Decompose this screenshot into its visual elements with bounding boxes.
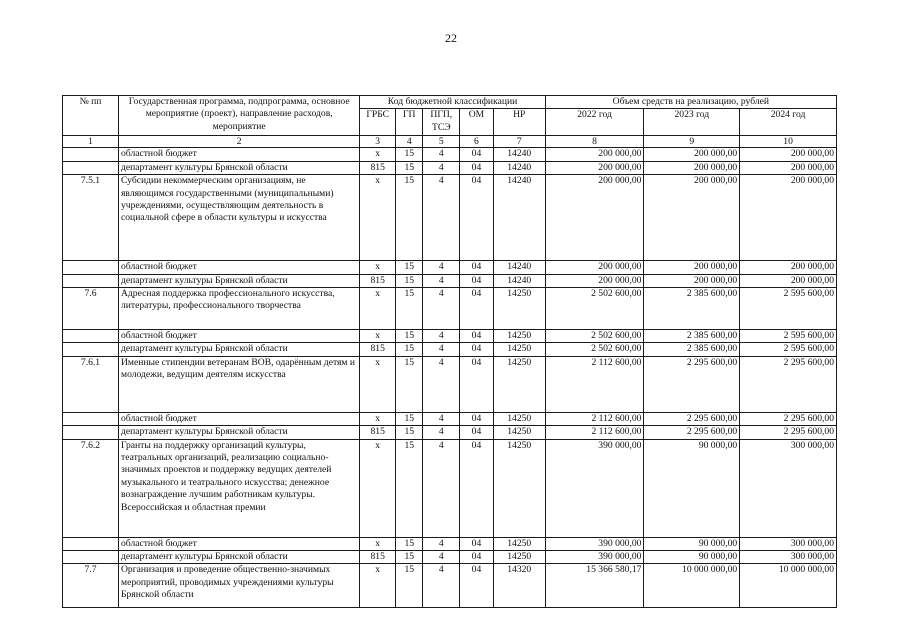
- col-number: 4: [396, 136, 423, 148]
- row-pgp: 4: [423, 161, 460, 174]
- row-value-2024: 2 595 600,00: [740, 343, 837, 356]
- row-value-2022: 2 112 600,00: [545, 412, 644, 425]
- row-value-2022: 390 000,00: [545, 439, 644, 537]
- row-grbs: 815: [360, 343, 396, 356]
- row-nr: 14240: [493, 261, 545, 274]
- row-value-2022: 200 000,00: [545, 274, 644, 287]
- table-row: [63, 330, 837, 343]
- row-om: 04: [460, 564, 494, 608]
- row-value-2022: 2 502 600,00: [545, 343, 644, 356]
- row-description: областной бюджет: [119, 330, 360, 343]
- row-value-2022: 2 502 600,00: [545, 330, 644, 343]
- row-gp: 15: [396, 412, 423, 425]
- row-nr: 14250: [493, 537, 545, 550]
- row-value-2024: 2 595 600,00: [740, 330, 837, 343]
- row-gp: 15: [396, 537, 423, 550]
- col-number: 3: [360, 136, 396, 148]
- row-gp: 15: [396, 330, 423, 343]
- row-description: Адресная поддержка профессионального искусства, литературы, профессионального творчества: [119, 288, 360, 330]
- row-number: 7.6.1: [63, 356, 119, 412]
- table-row: [63, 439, 837, 537]
- row-number: [63, 161, 119, 174]
- row-value-2023: 90 000,00: [644, 551, 740, 564]
- row-description: Гранты на поддержку организаций культуры, театральных организаций, реализацию социально-значимых проектов и поддержку ведущих деятелей музыкального и театрального искусства; денежное вознаграждение лучшим работникам культуры. Всероссийская и областная премии: [119, 439, 360, 537]
- row-number: 7.6.2: [63, 439, 119, 537]
- row-value-2024: 300 000,00: [740, 551, 837, 564]
- row-nr: 14240: [493, 274, 545, 287]
- table-row: [63, 175, 837, 261]
- row-description: областной бюджет: [119, 148, 360, 161]
- row-value-2024: 200 000,00: [740, 175, 837, 261]
- row-value-2024: 200 000,00: [740, 161, 837, 174]
- row-gp: 15: [396, 426, 423, 439]
- row-pgp: 4: [423, 356, 460, 412]
- row-grbs: 815: [360, 161, 396, 174]
- row-value-2022: 200 000,00: [545, 161, 644, 174]
- header-nr: НР: [493, 109, 545, 136]
- row-value-2024: 2 295 600,00: [740, 426, 837, 439]
- row-value-2024: 10 000 000,00: [740, 564, 837, 608]
- header-grbs: ГРБС: [360, 109, 396, 136]
- row-number: [63, 343, 119, 356]
- row-grbs: х: [360, 148, 396, 161]
- table-row: [63, 537, 837, 550]
- row-description: департамент культуры Брянской области: [119, 343, 360, 356]
- row-om: 04: [460, 161, 494, 174]
- row-value-2022: 15 366 580,17: [545, 564, 644, 608]
- row-grbs: 815: [360, 274, 396, 287]
- row-om: 04: [460, 412, 494, 425]
- header-gp: ГП: [396, 109, 423, 136]
- row-gp: 15: [396, 356, 423, 412]
- row-value-2023: 2 295 600,00: [644, 412, 740, 425]
- row-pgp: 4: [423, 175, 460, 261]
- row-gp: 15: [396, 175, 423, 261]
- row-value-2024: 300 000,00: [740, 439, 837, 537]
- row-pgp: 4: [423, 564, 460, 608]
- row-description: областной бюджет: [119, 412, 360, 425]
- row-value-2024: 2 295 600,00: [740, 412, 837, 425]
- row-grbs: 815: [360, 551, 396, 564]
- row-description: департамент культуры Брянской области: [119, 426, 360, 439]
- row-pgp: 4: [423, 551, 460, 564]
- table-row: [63, 426, 837, 439]
- row-grbs: х: [360, 564, 396, 608]
- row-value-2023: 2 385 600,00: [644, 288, 740, 330]
- row-nr: 14250: [493, 330, 545, 343]
- row-grbs: 815: [360, 426, 396, 439]
- header-pgp: ПГП, ТСЭ: [423, 109, 460, 136]
- row-pgp: 4: [423, 261, 460, 274]
- row-value-2022: 200 000,00: [545, 175, 644, 261]
- row-value-2024: 2 595 600,00: [740, 288, 837, 330]
- row-value-2022: 200 000,00: [545, 261, 644, 274]
- row-om: 04: [460, 274, 494, 287]
- row-gp: 15: [396, 261, 423, 274]
- table-row: [63, 261, 837, 274]
- row-grbs: х: [360, 288, 396, 330]
- row-nr: 14240: [493, 161, 545, 174]
- table-row: [63, 161, 837, 174]
- row-om: 04: [460, 261, 494, 274]
- row-grbs: х: [360, 261, 396, 274]
- row-description: департамент культуры Брянской области: [119, 161, 360, 174]
- row-number: [63, 412, 119, 425]
- row-gp: 15: [396, 148, 423, 161]
- row-value-2024: 200 000,00: [740, 274, 837, 287]
- row-value-2023: 2 295 600,00: [644, 356, 740, 412]
- row-value-2023: 2 385 600,00: [644, 343, 740, 356]
- row-number: [63, 330, 119, 343]
- row-pgp: 4: [423, 537, 460, 550]
- row-gp: 15: [396, 288, 423, 330]
- row-number: [63, 148, 119, 161]
- row-nr: 14250: [493, 439, 545, 537]
- row-value-2022: 390 000,00: [545, 551, 644, 564]
- row-nr: 14250: [493, 412, 545, 425]
- row-nr: 14250: [493, 343, 545, 356]
- row-value-2023: 2 295 600,00: [644, 426, 740, 439]
- row-pgp: 4: [423, 343, 460, 356]
- row-om: 04: [460, 148, 494, 161]
- col-number: 10: [740, 136, 837, 148]
- row-gp: 15: [396, 439, 423, 537]
- row-number: [63, 261, 119, 274]
- row-gp: 15: [396, 274, 423, 287]
- row-grbs: х: [360, 439, 396, 537]
- row-pgp: 4: [423, 330, 460, 343]
- header-description: Государственная программа, подпрограмма, основное мероприятие (проект), направление расходов, мероприятие: [119, 96, 360, 136]
- row-grbs: х: [360, 412, 396, 425]
- row-nr: 14320: [493, 564, 545, 608]
- row-grbs: х: [360, 356, 396, 412]
- col-number: 6: [460, 136, 494, 148]
- row-description: департамент культуры Брянской области: [119, 274, 360, 287]
- header-2022: 2022 год: [545, 109, 644, 136]
- row-nr: 14240: [493, 148, 545, 161]
- table-body: [63, 148, 837, 608]
- table-row: [63, 356, 837, 412]
- col-number: 7: [493, 136, 545, 148]
- row-value-2024: 200 000,00: [740, 148, 837, 161]
- row-grbs: х: [360, 537, 396, 550]
- table-row: [63, 564, 837, 608]
- table-row: [63, 412, 837, 425]
- row-number: [63, 551, 119, 564]
- table-row: [63, 148, 837, 161]
- page-number: 22: [445, 31, 457, 45]
- row-description: областной бюджет: [119, 261, 360, 274]
- table-row: [63, 551, 837, 564]
- row-om: 04: [460, 426, 494, 439]
- row-om: 04: [460, 288, 494, 330]
- row-om: 04: [460, 343, 494, 356]
- row-number: [63, 426, 119, 439]
- row-number: 7.7: [63, 564, 119, 608]
- row-value-2022: 2 112 600,00: [545, 426, 644, 439]
- row-value-2024: 2 295 600,00: [740, 356, 837, 412]
- row-value-2023: 200 000,00: [644, 175, 740, 261]
- table-row: [63, 288, 837, 330]
- column-number-row: [63, 136, 837, 148]
- row-value-2022: 390 000,00: [545, 537, 644, 550]
- row-value-2023: 90 000,00: [644, 439, 740, 537]
- row-value-2023: 200 000,00: [644, 161, 740, 174]
- row-pgp: 4: [423, 439, 460, 537]
- row-value-2022: 2 502 600,00: [545, 288, 644, 330]
- row-gp: 15: [396, 551, 423, 564]
- table-row: [63, 343, 837, 356]
- row-description: Именные стипендии ветеранам ВОВ, одарённым детям и молодежи, ведущим деятелям искусства: [119, 356, 360, 412]
- row-om: 04: [460, 551, 494, 564]
- col-number: 1: [63, 136, 119, 148]
- row-pgp: 4: [423, 274, 460, 287]
- row-grbs: х: [360, 330, 396, 343]
- row-value-2023: 200 000,00: [644, 274, 740, 287]
- row-value-2022: 2 112 600,00: [545, 356, 644, 412]
- row-value-2023: 90 000,00: [644, 537, 740, 550]
- row-value-2022: 200 000,00: [545, 148, 644, 161]
- row-nr: 14250: [493, 356, 545, 412]
- row-gp: 15: [396, 343, 423, 356]
- col-number: 2: [119, 136, 360, 148]
- row-value-2024: 200 000,00: [740, 261, 837, 274]
- row-nr: 14250: [493, 288, 545, 330]
- col-number: 8: [545, 136, 644, 148]
- row-value-2023: 200 000,00: [644, 148, 740, 161]
- row-value-2024: 300 000,00: [740, 537, 837, 550]
- row-gp: 15: [396, 161, 423, 174]
- row-value-2023: 2 385 600,00: [644, 330, 740, 343]
- row-nr: 14250: [493, 426, 545, 439]
- col-number: 9: [644, 136, 740, 148]
- row-om: 04: [460, 175, 494, 261]
- row-pgp: 4: [423, 288, 460, 330]
- budget-table: [62, 95, 837, 608]
- row-description: департамент культуры Брянской области: [119, 551, 360, 564]
- row-number: 7.6: [63, 288, 119, 330]
- row-om: 04: [460, 330, 494, 343]
- header-2023: 2023 год: [644, 109, 740, 136]
- row-om: 04: [460, 439, 494, 537]
- row-nr: 14240: [493, 175, 545, 261]
- row-gp: 15: [396, 564, 423, 608]
- header-om: ОМ: [460, 109, 494, 136]
- row-nr: 14250: [493, 551, 545, 564]
- row-om: 04: [460, 356, 494, 412]
- row-pgp: 4: [423, 426, 460, 439]
- header-budget-code: Код бюджетной классификации: [360, 96, 545, 109]
- row-value-2023: 200 000,00: [644, 261, 740, 274]
- row-description: Субсидии некоммерческим организациям, не являющимся государственными (муниципальными) учреждениями, осуществляющим деятельность в социальной сфере в области культуры и искусства: [119, 175, 360, 261]
- row-value-2023: 10 000 000,00: [644, 564, 740, 608]
- row-description: Организация и проведение общественно-значимых мероприятий, проводимых учреждениями культуры Брянской области: [119, 564, 360, 608]
- header-volume: Объем средств на реализацию, рублей: [545, 96, 836, 109]
- row-om: 04: [460, 537, 494, 550]
- row-number: [63, 537, 119, 550]
- row-number: 7.5.1: [63, 175, 119, 261]
- row-number: [63, 274, 119, 287]
- col-number: 5: [423, 136, 460, 148]
- row-pgp: 4: [423, 148, 460, 161]
- row-grbs: х: [360, 175, 396, 261]
- header-2024: 2024 год: [740, 109, 837, 136]
- row-pgp: 4: [423, 412, 460, 425]
- row-description: областной бюджет: [119, 537, 360, 550]
- header-num: № пп: [63, 96, 119, 136]
- table-row: [63, 274, 837, 287]
